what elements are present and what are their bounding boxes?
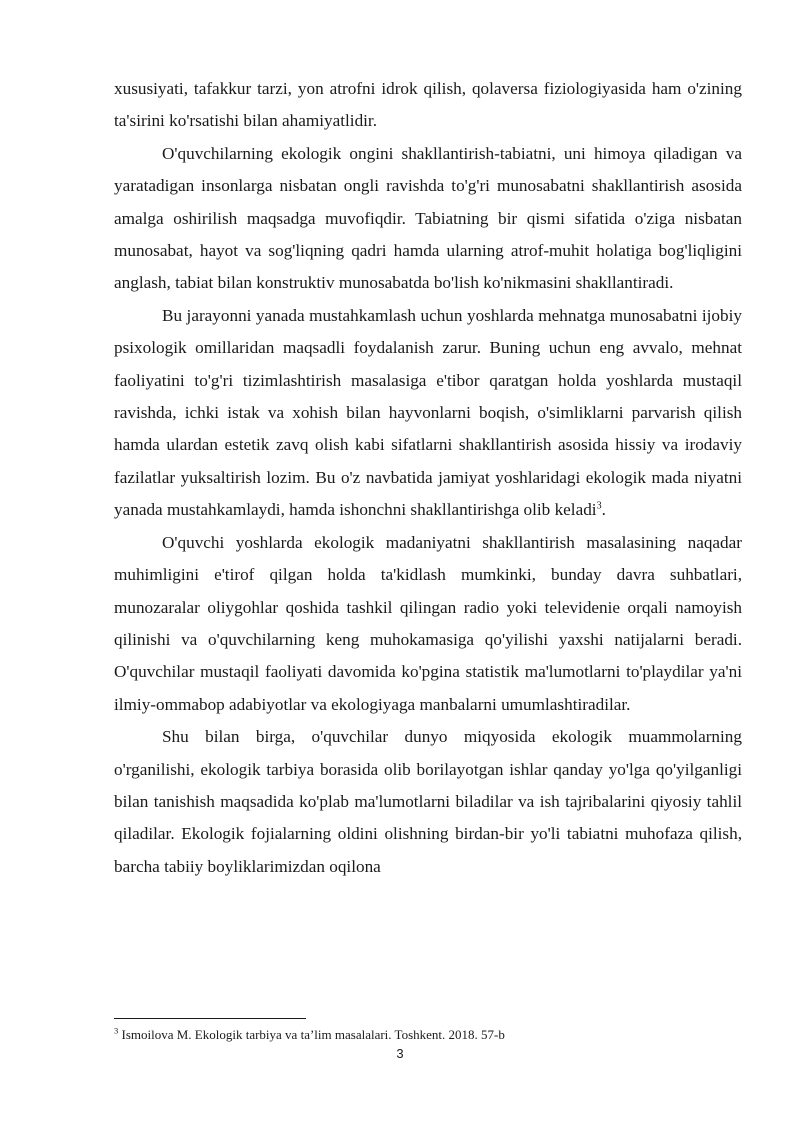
paragraph-text: Shu bilan birga, o'quvchilar dunyo miqyosida ekologik muammolarning o'rganilishi, ekologik tarbiya borasida olib borilayotgan ishlar qanday yo'lga qo'yilganligi bilan tanishish maqsadida ko'plab ma'lumotlarni biladilar va ish tajribalarini qiyosiy tahlil qiladilar. Ekologik fojialarning oldini olishning birdan-bir yo'li tabiatni muhofaza qilish, barcha tabiiy boyliklarimizdan oqilona (114, 727, 742, 876)
paragraph-text: xususiyati, tafakkur tarzi, yon atrofni idrok qilish, qolaversa fiziologiyasida ham o'zining ta'sirini ko'rsatishi bilan ahamiyatlidir. (114, 79, 742, 131)
paragraph-end-punctuation: . (601, 500, 606, 520)
body-text (114, 73, 742, 883)
footnote-mark: 3 (114, 1025, 119, 1036)
paragraph-ecological-culture (114, 527, 742, 721)
footnote-reference[interactable]: 3 (596, 500, 602, 512)
paragraph-text: O'quvchilarning ekologik ongini shakllantirish-tabiatni, uni himoya qiladigan va yaratadigan insonlarga nisbatan ongli ravishda to'g'ri munosabatni shakllantirish asosida amalga oshirilish maqsadga muvofiqdir. Tabiatning bir qismi sifatida o'ziga nisbatan munosabat, hayot va sog'liqning qadri hamda ularning atrof-muhit holatiga bog'liqligini anglash, tabiat bilan konstruktiv munosabatda bo'lish ko'nikmasini shakllantiradi. (114, 143, 742, 293)
footnote (114, 1026, 505, 1044)
page-number: 3 (396, 1046, 404, 1061)
paragraph-ecological-consciousness (114, 138, 742, 300)
paragraph-text: Bu jarayonni yanada mustahkamlash uchun yoshlarda mehnatga munosabatni ijobiy psixologik omillaridan maqsadli foydalanish zarur. Buning uchun eng avvalo, mehnat faoliyatini to'g'ri tizimlashtirish masalasiga e'tibor qaratgan holda yoshlarda mustaqil ravishda, ichki istak va xohish bilan hayvonlarni boqish, o'simliklarni parvarish qilish hamda ulardan estetik zavq olish kabi sifatlarni shakllantirish asosida hissiy va irodaviy fazilatlar yuksaltirish lozim. Bu o'z navbatida jamiyat yoshlaridagi ekologik mada niyatni yanada mustahkamlaydi, hamda ishonchni shakllantirishga olib keladi (114, 305, 742, 520)
paragraph-global-problems (114, 721, 742, 883)
paragraph-continued (114, 73, 742, 138)
footnote-separator (114, 1018, 306, 1019)
paragraph-text: O'quvchi yoshlarda ekologik madaniyatni shakllantirish masalasining naqadar muhimligini e'tirof qilgan holda ta'kidlash mumkinki, bunday davra suhbatlari, munozaralar oliygohlar qoshida tashkil qilingan radio yoki televidenie orqali namoyish qilinishi va o'quvchilarning keng muhokamasiga qo'yilishi yaxshi natijalarni beradi. O'quvchilar mustaqil faoliyati davomida ko'pgina statistik ma'lumotlarni to'playdilar ya'ni ilmiy-ommabop adabiyotlar va ekologiyaga manbalarni umumlashtiradilar. (114, 532, 742, 714)
footnote-text: Ismoilova M. Ekologik tarbiya va ta’lim masalalari. Toshkent. 2018. 57-b (118, 1027, 505, 1042)
paragraph-labor-attitude (114, 300, 742, 527)
